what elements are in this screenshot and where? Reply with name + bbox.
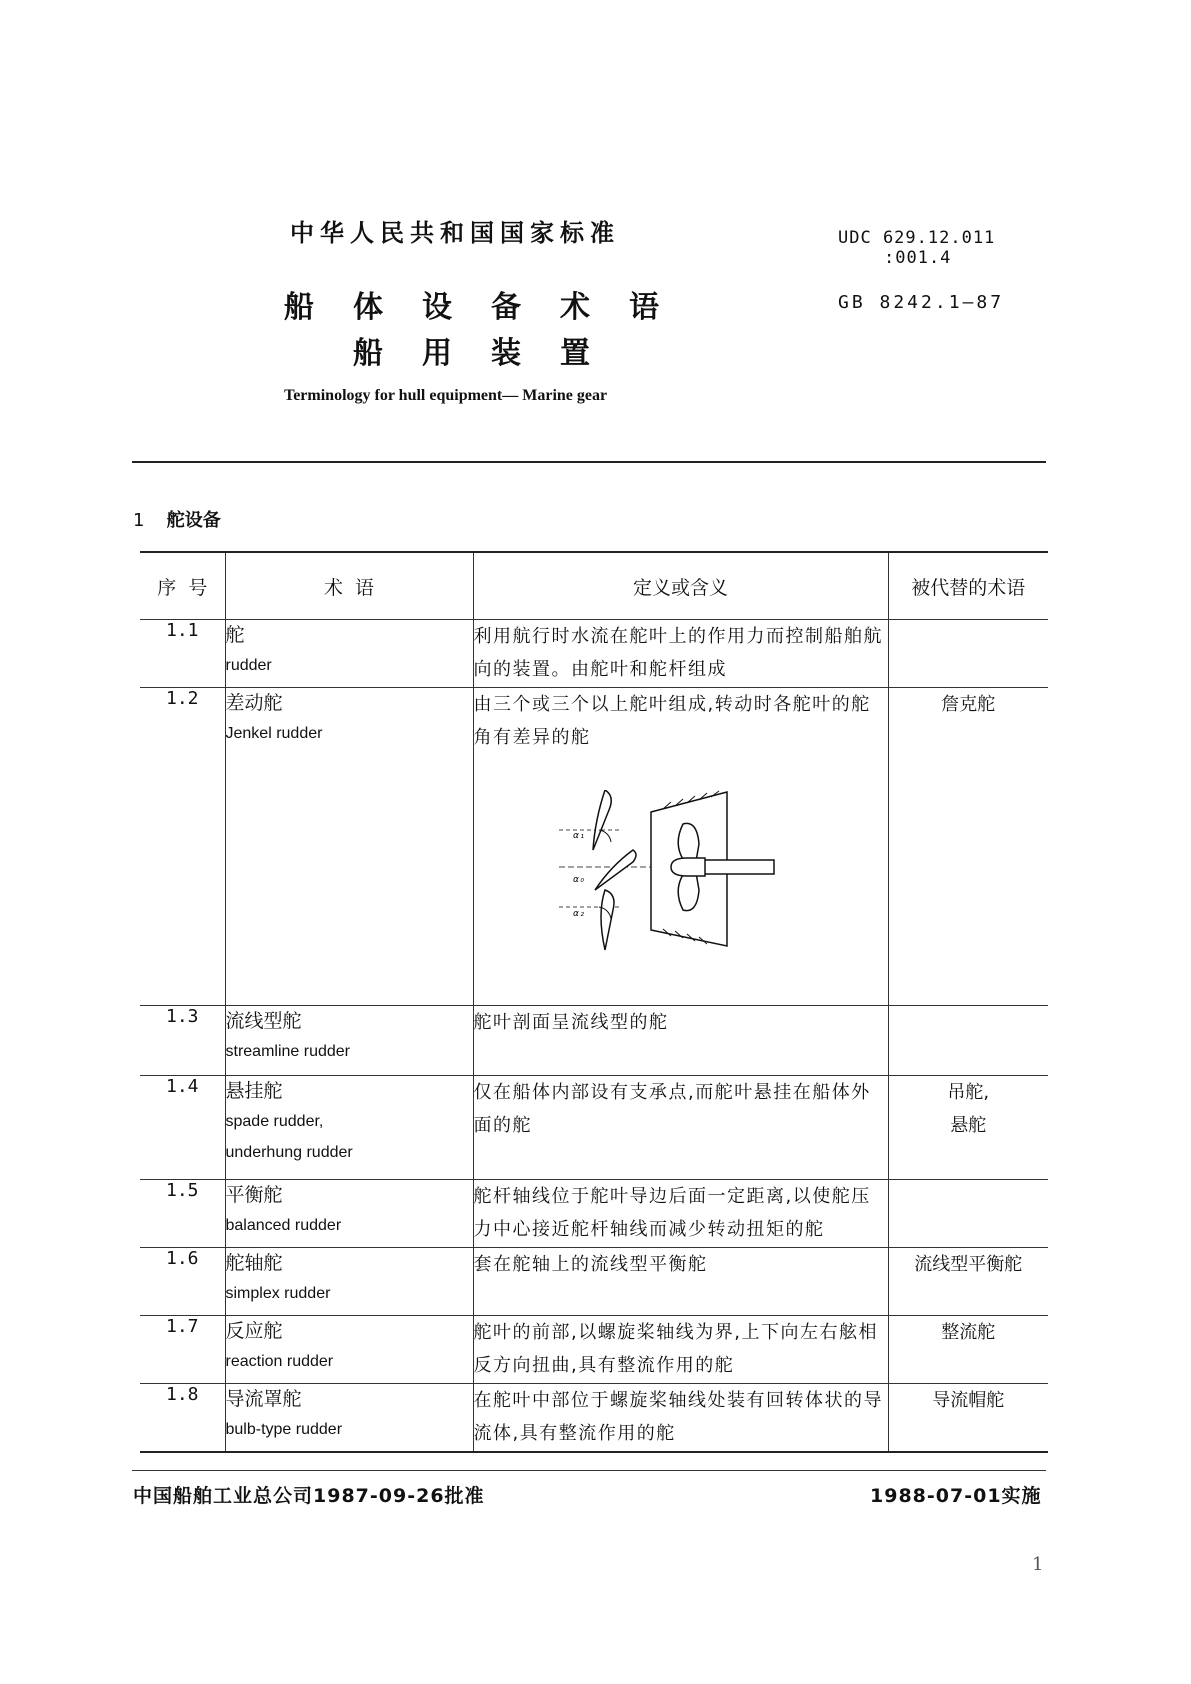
term-chinese: 反应舵: [225, 1320, 283, 1342]
approval-note: 中国船舶工业总公司1987-09-26批准: [133, 1485, 485, 1507]
terms-table: [140, 551, 1048, 1453]
term-cell: [225, 1006, 473, 1076]
row-number: 1.8: [140, 1384, 225, 1452]
replaced-term-cell: [888, 1006, 1048, 1076]
angle-label: α₁: [572, 831, 586, 841]
country-standard-title: 中华人民共和国国家标准: [290, 219, 620, 247]
title-char: 置: [560, 336, 590, 371]
replaced-term: 悬舵: [950, 1115, 987, 1136]
term-chinese: 差动舵: [225, 692, 283, 714]
row-number: 1.5: [140, 1180, 225, 1248]
definition-text: 由三个或三个以上舵叶组成,转动时各舵叶的舵角有差异的舵: [473, 694, 871, 748]
term-chinese: 悬挂舵: [225, 1080, 283, 1102]
row-number: 1.7: [140, 1316, 225, 1384]
row-number: 1.6: [140, 1248, 225, 1316]
term-english: balanced rudder: [225, 1217, 342, 1234]
angle-label: α₂: [572, 909, 586, 919]
row-number: 1.2: [140, 688, 225, 1006]
row-number: 1.3: [140, 1006, 225, 1076]
header-replaced: 被代替的术语: [888, 552, 1048, 620]
term-chinese: 舵轴舵: [225, 1252, 283, 1274]
definition-cell: 舵杆轴线位于舵叶导边后面一定距离,以使舵压力中心接近舵杆轴线而减少转动扭矩的舵: [473, 1180, 888, 1248]
term-cell: [225, 688, 473, 1006]
term-english: rudder: [225, 657, 272, 674]
replaced-term: 导流帽舵: [932, 1390, 1005, 1411]
title-char: 船: [284, 290, 314, 325]
title-char: 体: [353, 290, 383, 325]
title-char: 船: [353, 336, 383, 371]
replaced-term: 流线型平衡舵: [914, 1254, 1023, 1275]
term-cell: [225, 1384, 473, 1452]
term-chinese: 平衡舵: [225, 1184, 283, 1206]
title-char: 用: [422, 336, 452, 371]
divider: [132, 461, 1046, 463]
gb-code: GB 8242.1—87: [838, 292, 1005, 313]
term-english: simplex rudder: [225, 1285, 331, 1302]
title-char: 备: [491, 290, 521, 325]
section-title: 舵设备: [166, 510, 221, 531]
replaced-term: 整流舵: [941, 1322, 996, 1343]
term-cell: [225, 1316, 473, 1384]
row-number: 1.4: [140, 1076, 225, 1180]
term-english: reaction rudder: [225, 1353, 334, 1370]
replaced-term-cell: [888, 1384, 1048, 1452]
term-english: streamline rudder: [225, 1043, 350, 1060]
term-english: spade rudder,: [225, 1113, 324, 1130]
header-definition: 定义或含义: [473, 552, 888, 620]
title-char: 术: [560, 290, 590, 325]
definition-cell: 套在舵轴上的流线型平衡舵: [473, 1248, 888, 1316]
definition-cell: 利用航行时水流在舵叶上的作用力而控制船舶航向的装置。由舵叶和舵杆组成: [473, 620, 888, 688]
footer-divider: [132, 1470, 1046, 1471]
replaced-term: 吊舵,: [947, 1082, 990, 1103]
table-row: [140, 1076, 1048, 1180]
term-english: underhung rudder: [225, 1144, 353, 1161]
term-chinese: 流线型舵: [225, 1010, 302, 1032]
definition-cell: [473, 688, 888, 1006]
title-char: 设: [422, 290, 452, 325]
rudder-blade-middle: [595, 850, 636, 890]
rudder-blade-lower: [601, 890, 614, 950]
page-number: 1: [1032, 1554, 1044, 1575]
definition-cell: 在舵叶中部位于螺旋桨轴线处装有回转体状的导流体,具有整流作用的舵: [473, 1384, 888, 1452]
section-number: 1: [133, 510, 145, 531]
term-chinese: 舵: [225, 624, 245, 646]
header-term: 术 语: [225, 552, 473, 620]
table-row: [140, 1006, 1048, 1076]
effective-date: 1988-07-01实施: [870, 1485, 1042, 1507]
table-row: [140, 1316, 1048, 1384]
table-row: [140, 688, 1048, 1006]
table-row: [140, 1384, 1048, 1452]
definition-cell: 舵叶剖面呈流线型的舵: [473, 1006, 888, 1076]
replaced-term: 詹克舵: [941, 694, 996, 715]
term-cell: [225, 1076, 473, 1180]
replaced-term-cell: [888, 1180, 1048, 1248]
section-heading: [133, 506, 221, 532]
title-char: 语: [629, 290, 659, 325]
definition-cell: 仅在船体内部设有支承点,而舵叶悬挂在船体外面的舵: [473, 1076, 888, 1180]
term-cell: [225, 1180, 473, 1248]
header-no: 序 号: [140, 552, 225, 620]
udc-code-continuation: :001.4: [884, 248, 952, 268]
propeller-hub: [671, 858, 705, 876]
table-row: [140, 1248, 1048, 1316]
definition-cell: 舵叶的前部,以螺旋桨轴线为界,上下向左右舷相反方向扭曲,具有整流作用的舵: [473, 1316, 888, 1384]
replaced-term-cell: [888, 620, 1048, 688]
replaced-term-cell: [888, 1248, 1048, 1316]
term-english: Jenkel rudder: [225, 725, 323, 742]
title-char: 装: [491, 336, 521, 371]
term-cell: [225, 620, 473, 688]
row-number: 1.1: [140, 620, 225, 688]
replaced-term-cell: [888, 688, 1048, 1006]
term-english: bulb-type rudder: [225, 1421, 343, 1438]
term-chinese: 导流罩舵: [225, 1388, 302, 1410]
rudder-blade-upper: [593, 790, 611, 850]
jenkel-rudder-diagram: [559, 790, 779, 960]
replaced-term-cell: [888, 1316, 1048, 1384]
table-row: [140, 1180, 1048, 1248]
table-header-row: [140, 552, 1048, 620]
udc-code: UDC 629.12.011: [838, 228, 996, 248]
term-cell: [225, 1248, 473, 1316]
english-title: Terminology for hull equipment— Marine gear: [284, 387, 608, 404]
angle-label: α₀: [572, 875, 586, 885]
table-row: [140, 620, 1048, 688]
replaced-term-cell: [888, 1076, 1048, 1180]
